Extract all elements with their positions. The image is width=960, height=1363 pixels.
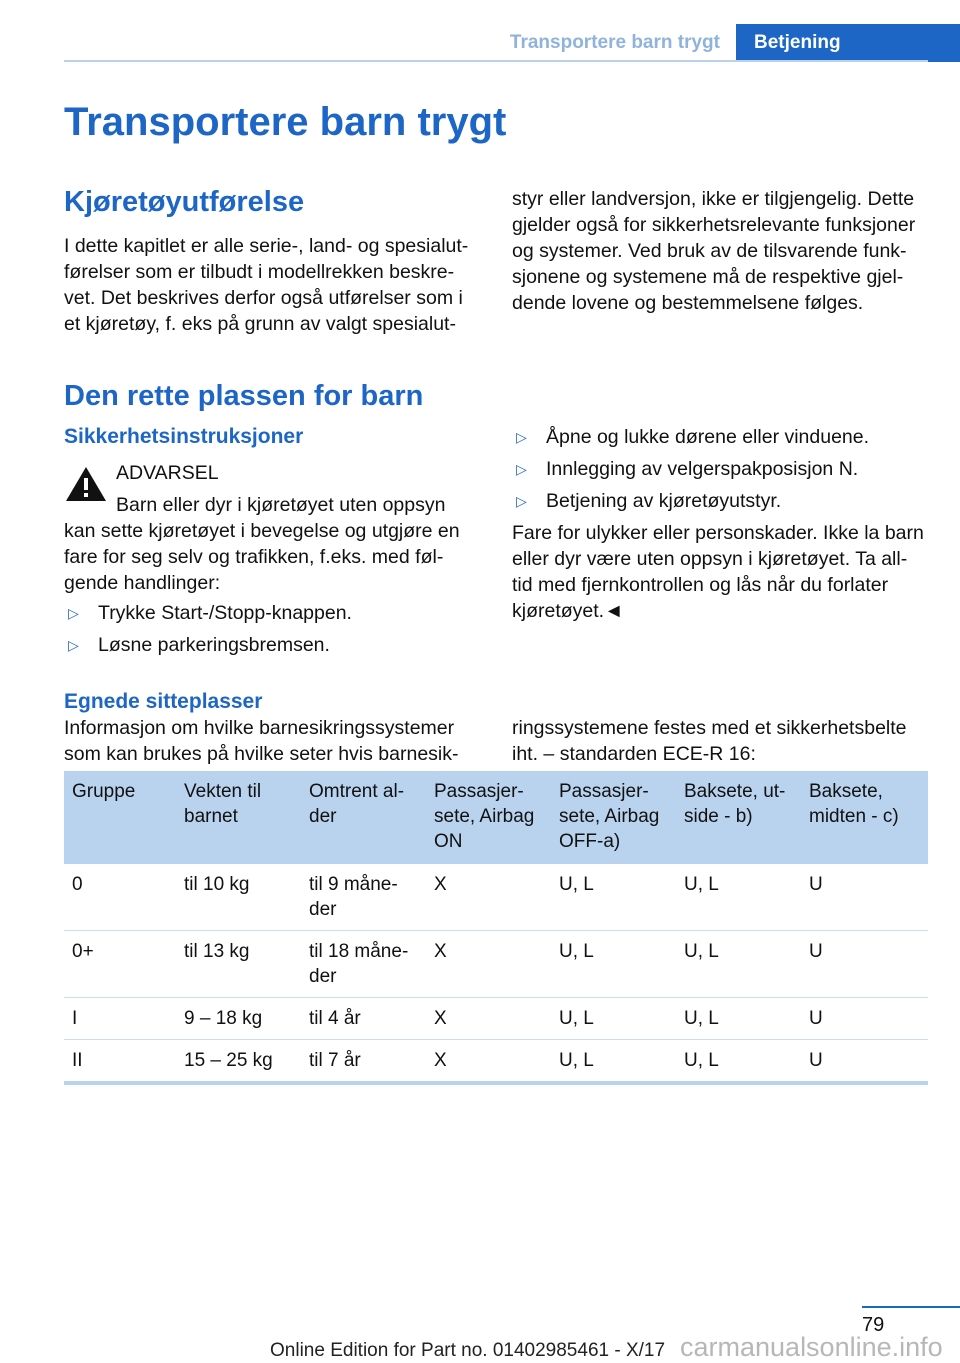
cell-text-line: til 13 kg [184, 941, 250, 962]
table-cell [64, 864, 176, 931]
list-item-text: Åpne og lukke dørene eller vinduene. [546, 426, 870, 448]
table-cell [64, 998, 176, 1040]
text-line: ringssystemene festes med et sikkerhetsbelte [512, 717, 907, 739]
running-header-chapter: Betjening [736, 24, 960, 62]
cell-text-line: U [809, 1050, 823, 1071]
header-text-line: OFF-a) [559, 831, 621, 852]
text-line: fare for seg selv og trafikken, f.eks. med føl- [64, 546, 444, 568]
header-text-line: der [309, 806, 337, 827]
cell-text-line: X [434, 1008, 447, 1029]
table-row [64, 998, 928, 1040]
page-number: 79 [862, 1314, 885, 1336]
cell-text-line: til 4 år [309, 1008, 361, 1029]
table-row [64, 931, 928, 998]
cell-text-line: U [809, 874, 823, 895]
section-heading-vehicle: Kjøretøyutførelse [64, 186, 305, 218]
page-title: Transportere barn trygt [64, 100, 507, 144]
text-line: et kjøretøy, f. eks på grunn av valgt spesialut- [64, 313, 456, 335]
table-header-cell [676, 771, 801, 864]
table-header-cell [176, 771, 301, 864]
text-line: Informasjon om hvilke barnesikringssystemer [64, 717, 455, 739]
warning-consequence-text [512, 520, 932, 624]
cell-text-line: der [309, 966, 337, 987]
table-cell [551, 1040, 676, 1084]
cell-text-line: X [434, 941, 447, 962]
cell-text-line: 15 – 25 kg [184, 1050, 273, 1071]
text-line: iht. – standarden ECE-R 16: [512, 743, 756, 765]
list-item-text: Løsne parkeringsbremsen. [98, 634, 330, 656]
table-row [64, 1040, 928, 1084]
list-item-text: Trykke Start-/Stopp-knappen. [98, 602, 352, 624]
text-line: førelser som er tilbudt i modellrekken beskre- [64, 261, 455, 283]
table-cell [551, 931, 676, 998]
header-text-line: Baksete, ut- [684, 781, 786, 802]
cell-text-line: til 9 måne- [309, 874, 398, 895]
triangle-bullet-icon: ▷ [68, 637, 79, 653]
table-cell [64, 931, 176, 998]
table-cell [551, 864, 676, 931]
running-header-section: Transportere barn trygt [509, 32, 720, 53]
cell-text-line: U, L [684, 941, 719, 962]
text-line: gende handlinger: [64, 572, 221, 594]
header-text-line: Passasjer- [559, 781, 649, 802]
cell-text-line: U, L [559, 1050, 594, 1071]
header-text-line: barnet [184, 806, 238, 827]
table-header-cell [801, 771, 928, 864]
table-cell [801, 998, 928, 1040]
table-cell [64, 1040, 176, 1084]
table-row [64, 864, 928, 931]
table-cell [176, 1040, 301, 1084]
cell-text-line: X [434, 1050, 447, 1071]
header-text-line: ON [434, 831, 463, 852]
cell-text-line: 0 [72, 874, 83, 895]
header-text-line: Vekten til [184, 781, 262, 802]
list-item [512, 424, 932, 450]
cell-text-line: U, L [559, 1008, 594, 1029]
subheading-safety: Sikkerhetsinstruksjoner [64, 425, 304, 448]
warning-text [64, 518, 480, 596]
cell-text-line: II [72, 1050, 83, 1071]
triangle-bullet-icon: ▷ [68, 605, 79, 621]
cell-text-line: U, L [684, 1008, 719, 1029]
table-cell [426, 1040, 551, 1084]
header-text-line: Baksete, [809, 781, 883, 802]
table-cell [426, 998, 551, 1040]
vehicle-text-left [64, 233, 480, 337]
text-line: kjøretøyet.◄ [512, 600, 624, 622]
table-cell [301, 864, 426, 931]
table-cell [426, 864, 551, 931]
seats-text-left [64, 715, 480, 767]
table-cell [676, 998, 801, 1040]
cell-text-line: U, L [559, 874, 594, 895]
header-rule [64, 60, 928, 62]
table-cell [176, 931, 301, 998]
list-item [512, 456, 932, 482]
cell-text-line: 0+ [72, 941, 94, 962]
list-item-text: Betjening av kjøretøyutstyr. [546, 490, 782, 512]
text-line: gjelder også for sikkerhetsrelevante funksjoner [512, 214, 916, 236]
header-text-line: midten - c) [809, 806, 899, 827]
table-cell [551, 998, 676, 1040]
list-item-text: Innlegging av velgerspakposisjon N. [546, 458, 859, 480]
text-line: styr eller landversjon, ikke er tilgjengelig. Dette [512, 188, 915, 210]
list-item [64, 600, 480, 626]
table-cell [301, 998, 426, 1040]
header-text-line: Gruppe [72, 781, 136, 802]
cell-text-line: til 18 måne- [309, 941, 409, 962]
table-cell [301, 1040, 426, 1084]
cell-text-line: I [72, 1008, 78, 1029]
table-cell [676, 931, 801, 998]
section-heading-placement: Den rette plassen for barn [64, 380, 424, 412]
table-cell [676, 1040, 801, 1084]
table-cell [426, 931, 551, 998]
cell-text-line: X [434, 874, 447, 895]
edition-note: Online Edition for Part no. 01402985461 - X/17 [270, 1340, 666, 1361]
list-item [64, 632, 480, 658]
table-header-cell [551, 771, 676, 864]
table-header-cell [301, 771, 426, 864]
cell-text-line: U, L [559, 941, 594, 962]
warning-bullet-list-right [512, 424, 932, 520]
list-item [512, 488, 932, 514]
table-header-row [64, 771, 928, 864]
table-cell [176, 998, 301, 1040]
cell-text-line: til 10 kg [184, 874, 250, 895]
table-cell [801, 864, 928, 931]
cell-text-line: U [809, 941, 823, 962]
cell-text-line: U [809, 1008, 823, 1029]
vehicle-text-right [512, 186, 932, 316]
seat-suitability-table [64, 771, 928, 1085]
cell-text-line: U, L [684, 874, 719, 895]
cell-text-line: der [309, 899, 337, 920]
table-cell [301, 931, 426, 998]
text-line: sjonene og systemene må de respektive gjel- [512, 266, 904, 288]
header-text-line: sete, Airbag [559, 806, 660, 827]
table-header-cell [64, 771, 176, 864]
text-line: dende lovene og bestemmelsene følges. [512, 292, 864, 314]
text-line: tid med fjernkontrollen og lås når du forlater [512, 574, 889, 596]
text-line: vet. Det beskrives derfor også utførelser som i [64, 287, 463, 309]
text-line: kan sette kjøretøyet i bevegelse og utgjøre en [64, 520, 460, 542]
warning-triangle-icon [64, 464, 108, 504]
subheading-seats: Egnede sitteplasser [64, 690, 263, 713]
watermark: carmanualsonline.info [680, 1332, 943, 1362]
header-text-line: Passasjer- [434, 781, 524, 802]
header-text-line: side - b) [684, 806, 753, 827]
header-text-line: Omtrent al- [309, 781, 405, 802]
cell-text-line: U, L [684, 1050, 719, 1071]
footer-rule [862, 1306, 960, 1308]
triangle-bullet-icon: ▷ [516, 461, 527, 477]
text-line: Fare for ulykker eller personskader. Ikke la barn [512, 522, 924, 544]
triangle-bullet-icon: ▷ [516, 493, 527, 509]
header-text-line: sete, Airbag [434, 806, 535, 827]
seats-text-right [512, 715, 932, 767]
warning-bullet-list-left [64, 600, 480, 664]
text-line: I dette kapitlet er alle serie-, land- og spesialut- [64, 235, 469, 257]
text-line: og systemer. Ved bruk av de tilsvarende funk- [512, 240, 907, 262]
text-line: som kan brukes på hvilke seter hvis barnesik- [64, 743, 459, 765]
warning-first-line: Barn eller dyr i kjøretøyet uten oppsyn [116, 494, 446, 516]
table-cell [801, 1040, 928, 1084]
table-header-cell [426, 771, 551, 864]
table-cell [801, 931, 928, 998]
cell-text-line: 9 – 18 kg [184, 1008, 263, 1029]
warning-label: ADVARSEL [116, 462, 219, 484]
table-cell [176, 864, 301, 931]
table-cell [676, 864, 801, 931]
triangle-bullet-icon: ▷ [516, 429, 527, 445]
cell-text-line: til 7 år [309, 1050, 361, 1071]
text-line: eller dyr være uten oppsyn i kjøretøyet. Ta all- [512, 548, 908, 570]
